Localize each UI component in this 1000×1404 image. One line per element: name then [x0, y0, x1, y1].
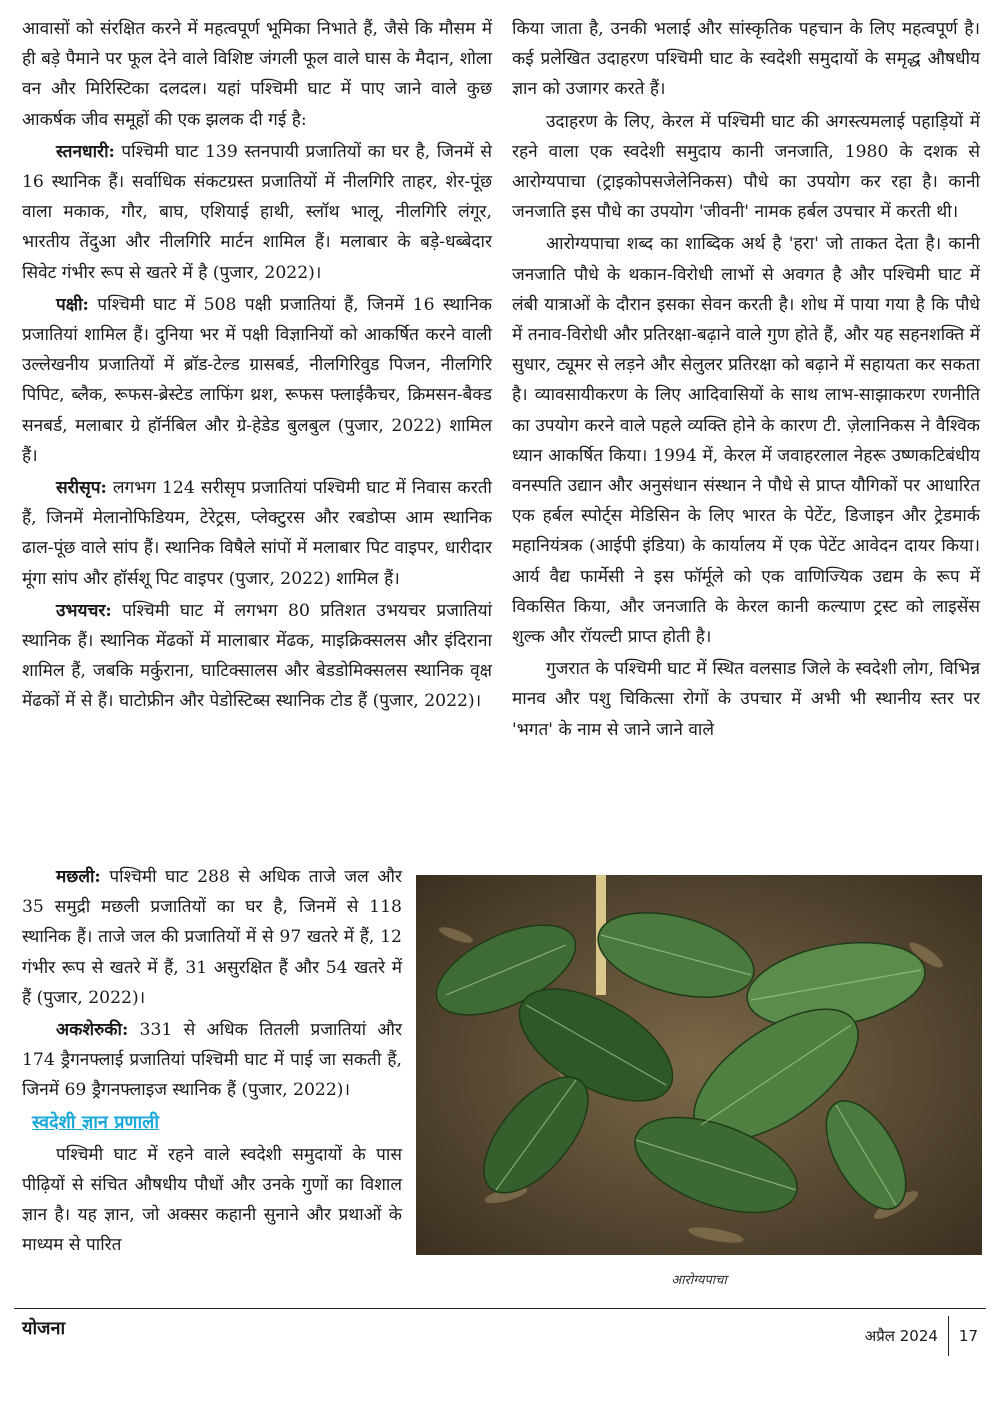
left-column-lower	[22, 862, 402, 1263]
fish-heading: मछली:	[56, 867, 101, 887]
amphibians-text: पश्चिमी घाट में लगभग 80 प्रतिशत उभयचर प्रजातियां स्थानिक हैं। स्थानिक मेंढकों में मालाबार मेंढक, माइक्रिक्सलस और इंदिराना शामिल हैं, जबकि मर्कुराना, घाटिक्सालस और बेडडोमिक्सलस स्थानिक वृक्ष मेंढकों में से हैं। घाटोफ्रीन और पेडोस्टिब्स स्थानिक टोड हैं (पुजार, 2022)।	[22, 600, 492, 712]
photo-caption: आरोग्यपाचा	[671, 1273, 727, 1288]
right-paragraph-1: किया जाता है, उनकी भलाई और सांस्कृतिक पहचान के लिए महत्वपूर्ण है। कई प्रलेखित उदाहरण पश्चिमी घाट के स्वदेशी समुदायों के समृद्ध औषधीय ज्ञान को उजागर करते हैं।	[512, 19, 980, 100]
footer-issue-block	[865, 1316, 978, 1356]
reptiles-paragraph	[22, 473, 492, 594]
page-number: 17	[958, 1327, 978, 1345]
birds-text: पश्चिमी घाट में 508 पक्षी प्रजातियां हैं, जिनमें 16 स्थानिक प्रजातियां शामिल हैं। दुनिया भर में पक्षी विज्ञानियों को आकर्षित करने वाली उल्लेखनीय प्रजातियों में ब्रॉड-टेल्ड ग्रासबर्ड, नीलगिरिवुड पिजन, नीलगिरि पिपिट, ब्लैक, रूफस-ब्रेस्टेड लाफिंग थ्रश, रूफस फ्लाईकैचर, क्रिमसन-बैक्ड सनबर्ड, मलाबार ग्रे हॉर्नबिल और ग्रे-हेडेड बुलबुल (पुजार, 2022) शामिल हैं।	[22, 294, 492, 466]
right-paragraph-3: आरोग्यपाचा शब्द का शाब्दिक अर्थ है 'हरा' जो ताकत देता है। कानी जनजाति पौधे के थकान-विरोधी लाभों से अवगत है और पश्चिमी घाट में लंबी यात्राओं के दौरान इसका सेवन करती है। शोध में पाया गया है कि पौधे में तनाव-विरोधी और प्रतिरक्षा-बढ़ाने वाले गुण होते हैं, और यह सहनशक्ति में सुधार, ट्यूमर से लड़ने और सेलुलर प्रतिरक्षा को बढ़ाने में सहायता कर सकता है। व्यावसायीकरण के लिए आदिवासियों के साथ लाभ-साझाकरण रणनीति का उपयोग करने वाले पहले व्यक्ति होने के कारण टी. ज़ेलानिकस ने वैश्विक ध्यान आकर्षित किया। 1994 में, केरल में जवाहरलाल नेहरू उष्णकटिबंधीय वनस्पति उद्यान और अनुसंधान संस्थान ने पौधे से प्राप्त यौगिकों पर आधारित एक हर्बल स्पोर्ट्स मेडिसिन के लिए भारत के पेटेंट, डिजाइन और ट्रेडमार्क महानियंत्रक (आईपी इंडिया) के कार्यालय में एक पेटेंट आवेदन दायर किया। आर्य वैद्य फार्मेसी ने इस फॉर्मूले को एक वाणिज्यिक उद्यम के रूप में विकसित किया, और जनजाति के केरल कानी कल्याण ट्रस्ट को लाइसेंस शुल्क और रॉयल्टी प्राप्त होती है।	[512, 234, 980, 648]
footer-divider	[14, 1308, 986, 1309]
right-paragraph-2: उदाहरण के लिए, केरल में पश्चिमी घाट की अगस्त्यमलाई पहाड़ियों में रहने वाला एक स्वदेशी समुदाय कानी जनजाति, 1980 के दशक से आरोग्यपाचा (ट्राइकोपसजेलेनिकस) पौधे का उपयोग कर रहा है। कानी जनजाति इस पौधे का उपयोग 'जीवनी' नामक हर्बल उपचार में करती थी।	[512, 111, 980, 223]
reptiles-heading: सरीसृप:	[56, 478, 107, 499]
mammals-text: पश्चिमी घाट 139 स्तनपायी प्रजातियों का घर है, जिनमें से 16 स्थानिक हैं। सर्वाधिक संकटग्रस्त प्रजातियों में नीलगिरि ताहर, शेर-पूंछ वाला मकाक, गौर, बाघ, एशियाई हाथी, स्लॉथ भालू, नीलगिरि लंगूर, भारतीय तेंदुआ और नीलगिरि मार्टन शामिल हैं। मलाबार के बड़े-धब्बेदार सिवेट गंभीर रूप से खतरे में है (पुजार, 2022)।	[22, 141, 492, 283]
birds-heading: पक्षी:	[56, 294, 89, 315]
amphibians-heading: उभयचर:	[56, 600, 112, 621]
right-column	[512, 14, 980, 747]
magazine-name: योजना	[22, 1318, 66, 1339]
mammals-heading: स्तनधारी:	[56, 141, 115, 162]
plant-photo	[416, 875, 982, 1255]
indigenous-knowledge-paragraph: पश्चिमी घाट में रहने वाले स्वदेशी समुदायों के पास पीढ़ियों से संचित औषधीय पौधों और उनके गुणों का विशाल ज्ञान है। यह ज्ञान, जो अक्सर कहानी सुनाने और प्रथाओं के माध्यम से पारित	[22, 1144, 402, 1256]
birds-paragraph	[22, 290, 492, 471]
left-column	[22, 14, 492, 719]
footer-separator	[948, 1316, 949, 1356]
plant-illustration	[416, 875, 982, 1255]
invertebrates-heading: अकशेरुकी:	[56, 1020, 129, 1041]
fish-paragraph	[22, 862, 402, 1013]
fish-text: पश्चिमी घाट 288 से अधिक ताजे जल और 35 समुद्री मछली प्रजातियों का घर है, जिनमें से 118 स्थानिक हैं। ताजे जल की प्रजातियों में से 97 खतरे में हैं, 12 गंभीर रूप से खतरे में हैं, 31 असुरक्षित हैं और 54 खतरे में हैं (पुजार, 2022)।	[22, 867, 402, 1008]
right-paragraph-4: गुजरात के पश्चिमी घाट में स्थित वलसाड जिले के स्वदेशी लोग, विभिन्न मानव और पशु चिकित्सा रोगों के उपचार में अभी भी स्थानीय स्तर पर 'भगत' के नाम से जाने जाने वाले	[512, 659, 980, 740]
section-heading-indigenous-knowledge: स्वदेशी ज्ञान प्रणाली	[32, 1111, 159, 1133]
amphibians-paragraph	[22, 596, 492, 717]
issue-date: अप्रैल 2024	[864, 1327, 938, 1345]
invertebrates-paragraph	[22, 1015, 402, 1106]
invertebrates-text: 331 से अधिक तितली प्रजातियां और 174 ड्रैगनफ्लाई प्रजातियां पश्चिमी घाट में पाई जा सकती हैं, जिनमें 69 ड्रैगनफ्लाइज स्थानिक हैं (पुजार, 2022)।	[22, 1020, 402, 1101]
reptiles-text: लगभग 124 सरीसृप प्रजातियां पश्चिमी घाट में निवास करती हैं, जिनमें मेलानोफिडियम, टेरेट्रस, प्लेक्टुरस और रबडोप्स आम स्थानिक ढाल-पूंछ वाले सांप हैं। स्थानिक विषैले सांपों में मलाबार पिट वाइपर, धारीदार मूंगा सांप और हॉर्सशू पिट वाइपर (पुजार, 2022) शामिल हैं।	[22, 478, 492, 589]
intro-paragraph: आवासों को संरक्षित करने में महत्वपूर्ण भूमिका निभाते हैं, जैसे कि मौसम में ही बड़े पैमाने पर फूल देने वाले विशिष्ट जंगली फूल वाले घास के मैदान, शोला वन और मिरिस्टिका दलदल। यहां पश्चिमी घाट में पाए जाने वाले कुछ आकर्षक जीव समूहों की एक झलक दी गई है:	[22, 19, 492, 130]
mammals-paragraph	[22, 137, 492, 288]
